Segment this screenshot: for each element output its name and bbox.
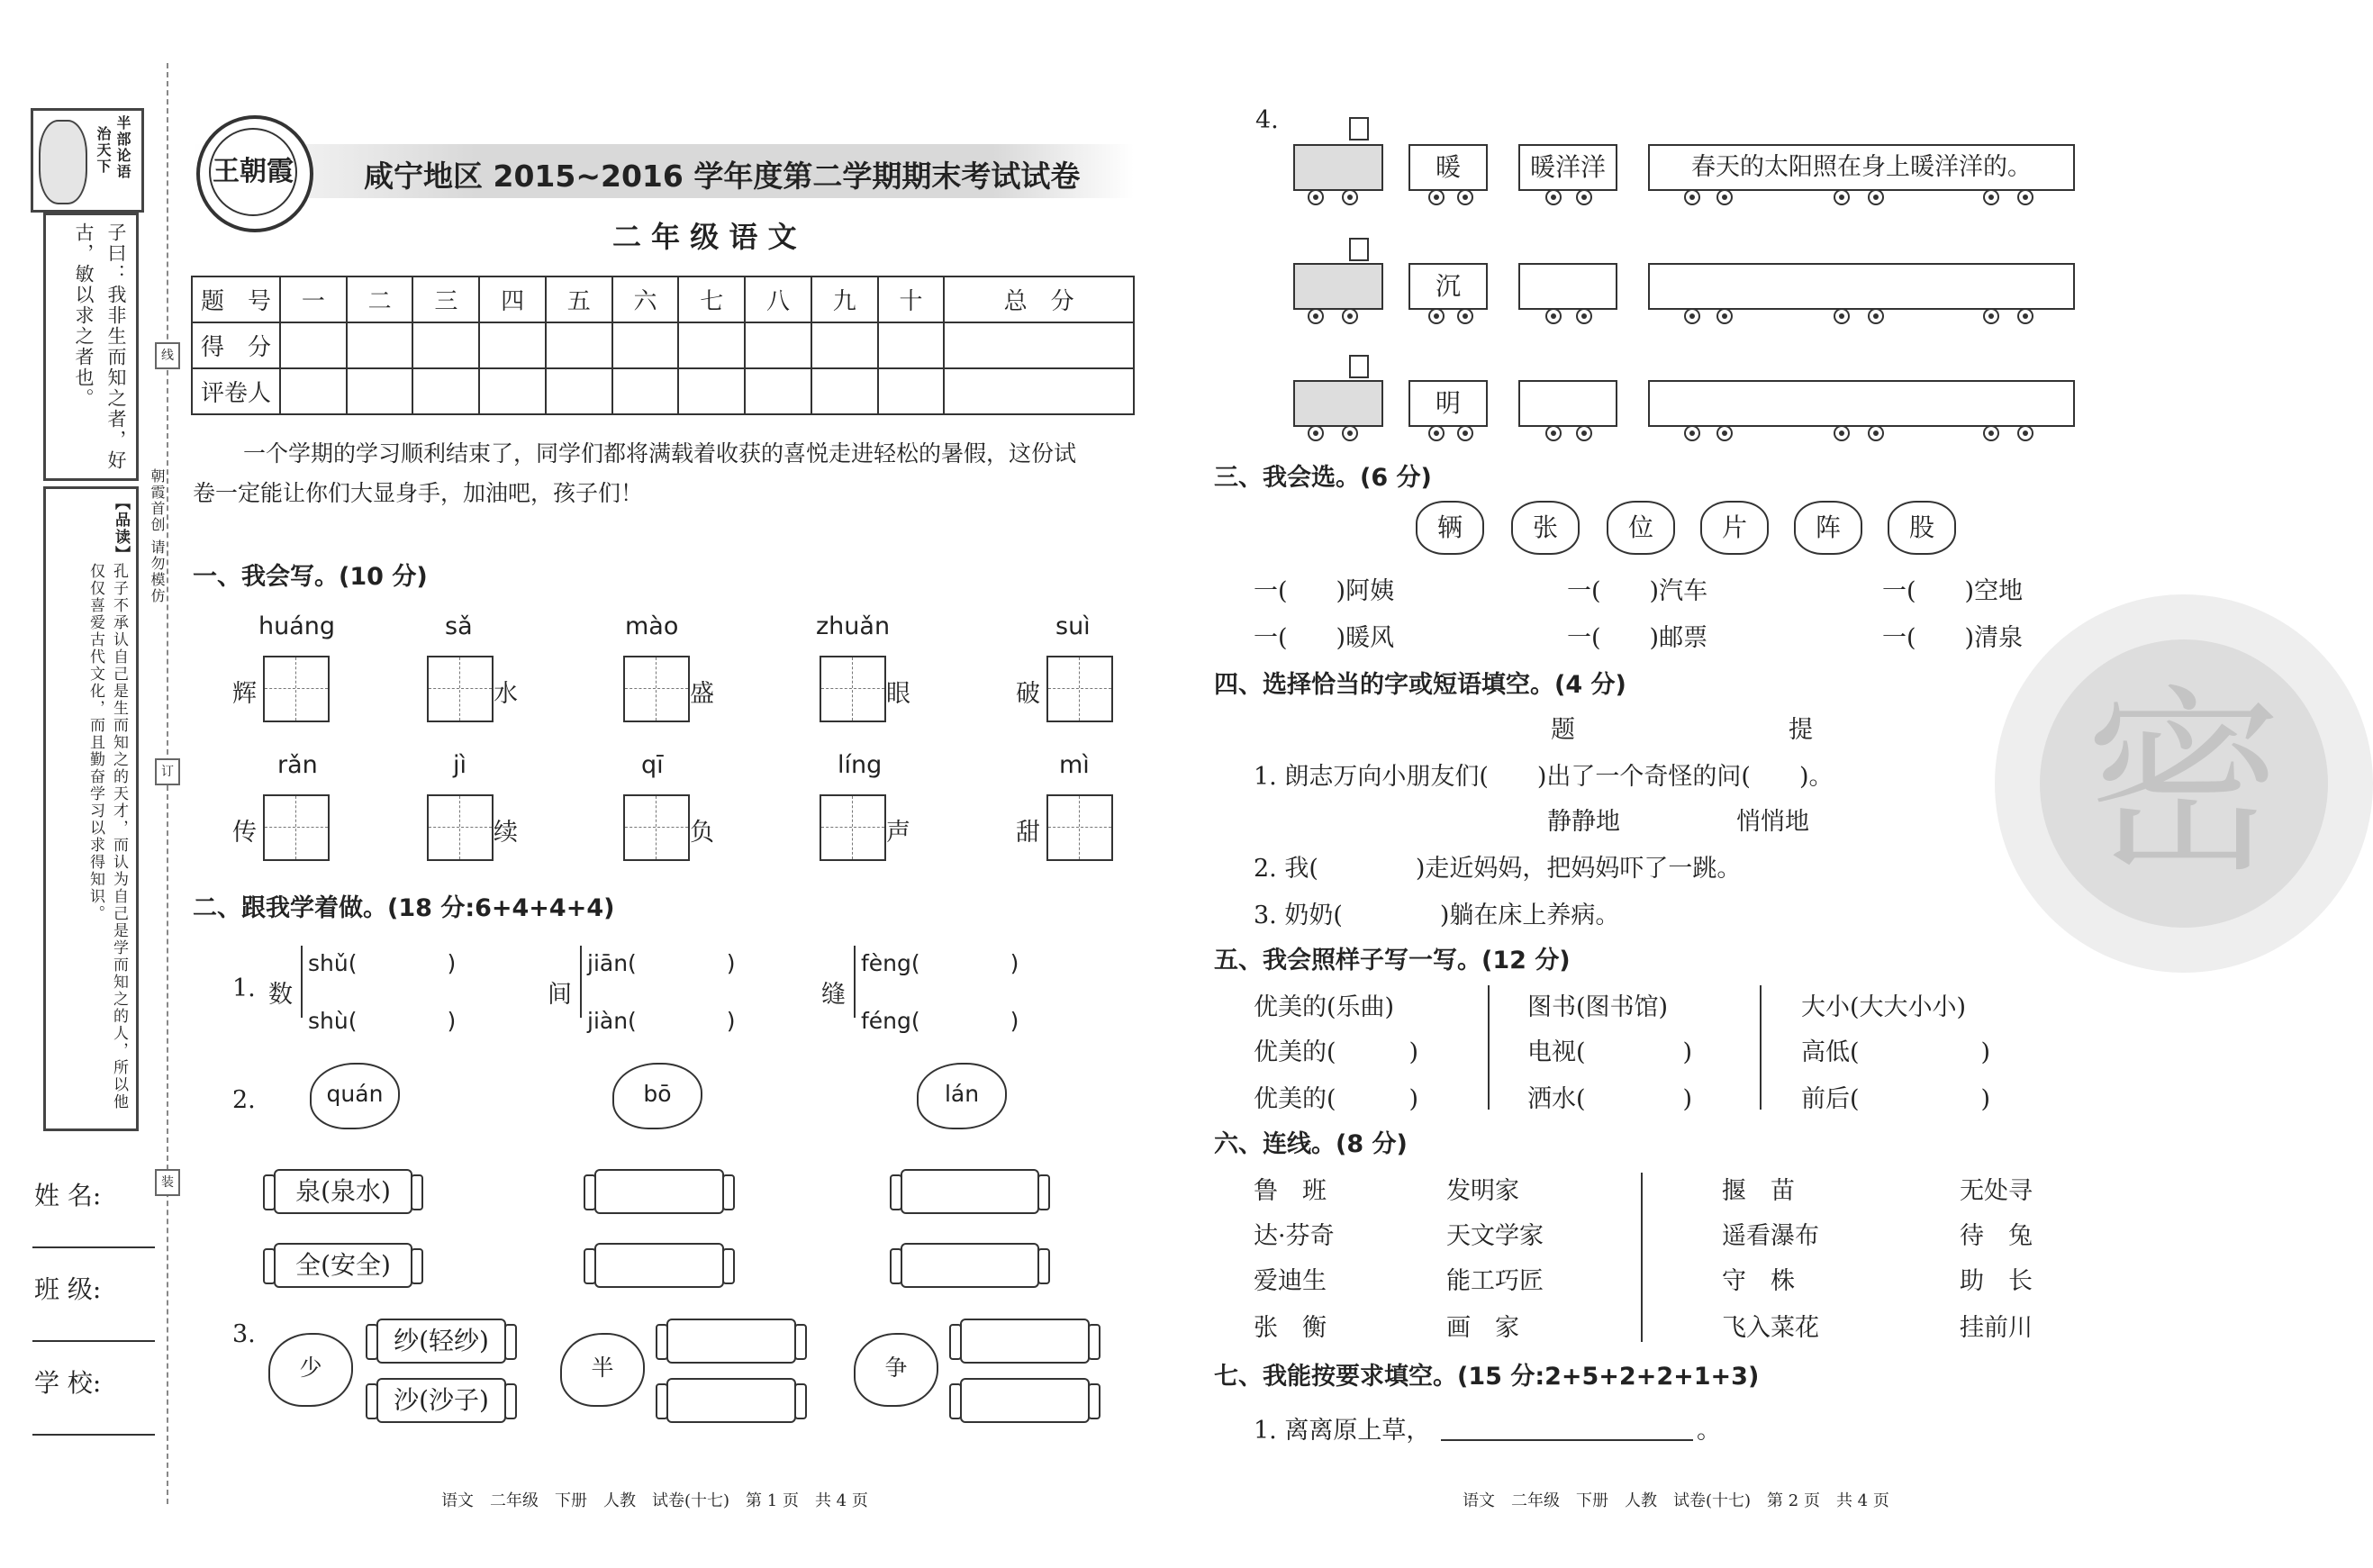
writing-grid[interactable] bbox=[427, 656, 494, 722]
char-right: 水 bbox=[494, 680, 518, 708]
pinyin: zhuǎn bbox=[816, 612, 891, 640]
score-cell[interactable] bbox=[546, 368, 612, 414]
score-cell[interactable] bbox=[612, 368, 679, 414]
sidebar-note-label: 【品读】 bbox=[112, 494, 130, 563]
publisher-logo: 王朝霞 bbox=[196, 115, 313, 232]
cut-mark-2: 订 bbox=[155, 758, 180, 785]
writing-grid[interactable] bbox=[427, 794, 494, 861]
match-item[interactable]: 揠 苗 bbox=[1722, 1177, 1795, 1205]
sidebar-note: 孔子不承认自己是生而知之的天才，而认为自己是学而知之的人，所以他仅仅喜爱古代文化，而且勤奋学习以求得知识。 bbox=[86, 563, 128, 1110]
section-7-title: 七、我能按要求填空。(15 分:2+5+2+2+1+3) bbox=[1214, 1363, 1760, 1391]
answer-scroll[interactable] bbox=[666, 1319, 796, 1364]
intro-line-2: 卷一定能让你们大显身手，加油吧，孩子们！ bbox=[193, 480, 644, 506]
score-row-label: 评卷人 bbox=[192, 368, 280, 414]
train-engine-icon bbox=[1293, 144, 1383, 191]
char-left: 破 bbox=[1016, 680, 1040, 708]
leaf-icon: 少 bbox=[268, 1333, 353, 1407]
answer-scroll[interactable] bbox=[594, 1243, 724, 1288]
pinyin: qī bbox=[641, 751, 664, 779]
pattern-item[interactable]: 优美的( ) bbox=[1254, 1085, 1419, 1113]
section-1-title: 一、我会写。(10 分) bbox=[193, 563, 428, 591]
option-flower: 股 bbox=[1888, 501, 1956, 555]
polyphone-char: 数 bbox=[268, 981, 293, 1009]
score-cell[interactable] bbox=[412, 322, 479, 368]
pattern-item[interactable]: 高低( ) bbox=[1801, 1038, 1991, 1066]
cut-mark-3: 装 bbox=[155, 1169, 180, 1196]
pinyin: jì bbox=[453, 751, 467, 779]
train-chimney bbox=[1349, 117, 1369, 140]
score-header-cell: 题 号 bbox=[192, 276, 280, 322]
writing-grid[interactable] bbox=[263, 656, 330, 722]
poem-line: 1. 离离原上草， bbox=[1254, 1417, 1431, 1445]
char-left: 传 bbox=[232, 819, 257, 847]
mascot-image bbox=[39, 120, 87, 204]
match-item[interactable]: 张 衡 bbox=[1254, 1314, 1327, 1342]
question-number: 1. bbox=[232, 974, 256, 1002]
confidential-stamp: 密 bbox=[1995, 594, 2373, 973]
poem-end: 。 bbox=[1697, 1417, 1721, 1445]
word-scroll: 沙(沙子) bbox=[376, 1378, 506, 1423]
leaf-icon: quán bbox=[310, 1063, 400, 1129]
score-cell[interactable] bbox=[280, 322, 347, 368]
writing-grid[interactable] bbox=[820, 656, 886, 722]
writing-grid[interactable] bbox=[623, 656, 690, 722]
match-item[interactable]: 能工巧匠 bbox=[1446, 1267, 1544, 1295]
score-header-cell: 八 bbox=[745, 276, 811, 322]
match-item[interactable]: 达·芬奇 bbox=[1254, 1222, 1335, 1250]
polyphone-reading[interactable]: fèng( ) bbox=[861, 950, 1019, 976]
leaf-icon: lán bbox=[917, 1063, 1007, 1129]
score-cell[interactable] bbox=[612, 322, 679, 368]
choice-word: 题 bbox=[1551, 716, 1575, 744]
writing-grid[interactable] bbox=[820, 794, 886, 861]
class-label: 班 级: bbox=[34, 1274, 102, 1304]
score-cell[interactable] bbox=[546, 322, 612, 368]
poem-blank[interactable] bbox=[1441, 1439, 1693, 1441]
pattern-item[interactable]: 前后( ) bbox=[1801, 1085, 1991, 1113]
divider bbox=[1488, 985, 1490, 1110]
char-right: 盛 bbox=[690, 680, 714, 708]
school-input[interactable] bbox=[32, 1434, 155, 1436]
score-cell[interactable] bbox=[745, 322, 811, 368]
polyphone-char: 缝 bbox=[821, 981, 846, 1009]
question-number: 2. bbox=[232, 1086, 256, 1114]
polyphone-char: 间 bbox=[548, 981, 572, 1009]
option-flower: 位 bbox=[1607, 501, 1675, 555]
match-item[interactable]: 遥看瀑布 bbox=[1722, 1222, 1819, 1250]
match-item[interactable]: 飞入菜花 bbox=[1722, 1314, 1819, 1342]
score-header-cell: 九 bbox=[811, 276, 878, 322]
footer-right: 语文 二年级 下册 人教 试卷(十七) 第 2 页 共 4 页 bbox=[1463, 1491, 1889, 1510]
divider bbox=[1641, 1173, 1643, 1342]
score-cell[interactable] bbox=[347, 322, 413, 368]
measure-item[interactable]: 一( )空地 bbox=[1882, 577, 2024, 605]
score-cell[interactable] bbox=[412, 368, 479, 414]
match-item[interactable]: 待 兔 bbox=[1960, 1222, 2033, 1250]
score-cell[interactable] bbox=[944, 322, 1134, 368]
word-scroll: 纱(轻纱) bbox=[376, 1319, 506, 1364]
polyphone-reading[interactable]: jiàn( ) bbox=[587, 1008, 736, 1034]
choice-word: 悄悄地 bbox=[1736, 808, 1809, 836]
section-2-title: 二、跟我学着做。(18 分:6+4+4+4) bbox=[193, 894, 615, 922]
score-cell[interactable] bbox=[280, 368, 347, 414]
score-header-cell: 三 bbox=[412, 276, 479, 322]
polyphone-reading[interactable]: féng( ) bbox=[861, 1008, 1019, 1034]
score-cell[interactable] bbox=[479, 368, 546, 414]
option-flower: 片 bbox=[1700, 501, 1769, 555]
answer-scroll[interactable] bbox=[666, 1378, 796, 1423]
score-cell[interactable] bbox=[745, 368, 811, 414]
writing-grid[interactable] bbox=[1046, 656, 1113, 722]
measure-item[interactable]: 一( )邮票 bbox=[1567, 624, 1708, 652]
train-chimney bbox=[1349, 355, 1369, 378]
fill-question[interactable]: 3. 奶奶( )躺在床上养病。 bbox=[1254, 902, 1620, 929]
train-car-word[interactable] bbox=[1518, 263, 1617, 310]
score-header-cell: 一 bbox=[280, 276, 347, 322]
train-car-sentence[interactable] bbox=[1648, 380, 2075, 427]
footer-left: 语文 二年级 下册 人教 试卷(十七) 第 1 页 共 4 页 bbox=[441, 1491, 868, 1510]
leaf-icon: bō bbox=[612, 1063, 702, 1129]
answer-scroll[interactable] bbox=[960, 1378, 1090, 1423]
char-right: 负 bbox=[690, 819, 714, 847]
pinyin: mào bbox=[625, 612, 679, 640]
char-right: 声 bbox=[886, 819, 910, 847]
fill-question[interactable]: 2. 我( )走近妈妈，把妈妈吓了一跳。 bbox=[1254, 855, 1742, 883]
match-item[interactable]: 爱迪生 bbox=[1254, 1267, 1327, 1295]
answer-scroll[interactable] bbox=[594, 1169, 724, 1214]
match-item[interactable]: 鲁 班 bbox=[1254, 1177, 1327, 1205]
score-cell[interactable] bbox=[811, 322, 878, 368]
score-header-cell: 六 bbox=[612, 276, 679, 322]
train-car-sentence[interactable]: 春天的太阳照在身上暖洋洋的。 bbox=[1648, 144, 2075, 191]
pinyin: sǎ bbox=[445, 612, 473, 640]
leaf-icon: 争 bbox=[854, 1333, 938, 1407]
answer-scroll[interactable] bbox=[901, 1169, 1039, 1214]
pinyin: suì bbox=[1055, 612, 1091, 640]
match-item[interactable]: 画 家 bbox=[1446, 1314, 1519, 1342]
polyphone-reading[interactable]: shǔ( ) bbox=[308, 950, 457, 976]
writing-grid[interactable] bbox=[263, 794, 330, 861]
name-label: 姓 名: bbox=[34, 1181, 102, 1210]
sidebar-quote-box bbox=[43, 213, 139, 481]
score-header-cell: 四 bbox=[479, 276, 546, 322]
measure-item[interactable]: 一( )清泉 bbox=[1882, 624, 2024, 652]
score-cell[interactable] bbox=[678, 368, 745, 414]
match-item[interactable]: 发明家 bbox=[1446, 1177, 1519, 1205]
option-flower: 辆 bbox=[1416, 501, 1484, 555]
char-right: 眼 bbox=[886, 680, 910, 708]
polyphone-reading[interactable]: shù( ) bbox=[308, 1008, 457, 1034]
divider bbox=[1760, 985, 1762, 1110]
polyphone-reading[interactable]: jiān( ) bbox=[587, 950, 736, 976]
pinyin: rǎn bbox=[277, 751, 318, 779]
score-header-cell: 五 bbox=[546, 276, 612, 322]
pinyin: huáng bbox=[258, 612, 336, 640]
match-item[interactable]: 助 长 bbox=[1960, 1267, 2033, 1295]
pattern-item[interactable]: 洒水( ) bbox=[1527, 1085, 1693, 1113]
writing-grid[interactable] bbox=[1046, 794, 1113, 861]
answer-scroll[interactable] bbox=[960, 1319, 1090, 1364]
measure-item[interactable]: 一( )暖风 bbox=[1254, 624, 1395, 652]
answer-scroll[interactable] bbox=[901, 1243, 1039, 1288]
score-cell[interactable] bbox=[479, 322, 546, 368]
train-engine-icon bbox=[1293, 263, 1383, 310]
sidebar-quote: 子曰：我非生而知之者，好古，敏以求之者也。 bbox=[73, 222, 127, 471]
choice-word: 提 bbox=[1789, 716, 1813, 744]
score-row-label: 得 分 bbox=[192, 322, 280, 368]
exam-title: 咸宁地区 2015~2016 学年度第二学期期末考试试卷 bbox=[364, 159, 1081, 194]
name-input[interactable] bbox=[32, 1246, 155, 1248]
pattern-item[interactable]: 优美的( ) bbox=[1254, 1038, 1419, 1066]
school-label: 学 校: bbox=[34, 1368, 102, 1398]
intro-line-1: 一个学期的学习顺利结束了，同学们都将满载着收获的喜悦走进轻松的暑假，这份试 bbox=[243, 440, 1077, 467]
vertical-brand: 朝霞首创 请勿模仿 bbox=[149, 468, 166, 605]
train-car-sentence[interactable] bbox=[1648, 263, 2075, 310]
train-chimney bbox=[1349, 238, 1369, 261]
option-flower: 张 bbox=[1511, 501, 1580, 555]
sidebar-motto-a: 半部论语 bbox=[114, 115, 131, 180]
train-car-char: 沉 bbox=[1408, 263, 1488, 310]
section-4-title: 四、选择恰当的字或短语填空。(4 分) bbox=[1214, 671, 1626, 699]
score-header-cell: 十 bbox=[878, 276, 945, 322]
cut-mark-1: 线 bbox=[155, 342, 180, 369]
class-input[interactable] bbox=[32, 1340, 155, 1342]
train-car-word[interactable]: 暖洋洋 bbox=[1518, 144, 1617, 191]
match-item[interactable]: 天文学家 bbox=[1446, 1222, 1544, 1250]
score-cell[interactable] bbox=[878, 322, 945, 368]
sidebar bbox=[31, 108, 144, 1144]
leaf-icon: 半 bbox=[560, 1333, 645, 1407]
question-number: 4. bbox=[1255, 106, 1279, 134]
option-flower: 阵 bbox=[1794, 501, 1862, 555]
char-left: 甜 bbox=[1016, 819, 1040, 847]
pinyin: líng bbox=[838, 751, 883, 779]
pattern-example: 大小(大大小小) bbox=[1801, 993, 1967, 1021]
question-number: 3. bbox=[232, 1320, 256, 1348]
pattern-example: 优美的(乐曲) bbox=[1254, 993, 1395, 1021]
measure-item[interactable]: 一( )阿姨 bbox=[1254, 577, 1395, 605]
score-cell[interactable] bbox=[878, 368, 945, 414]
measure-item[interactable]: 一( )汽车 bbox=[1567, 577, 1708, 605]
choice-word: 静静地 bbox=[1547, 808, 1620, 836]
word-scroll: 泉(泉水) bbox=[274, 1169, 412, 1214]
char-right: 续 bbox=[494, 819, 518, 847]
train-engine-icon bbox=[1293, 380, 1383, 427]
writing-grid[interactable] bbox=[623, 794, 690, 861]
score-header-cell: 七 bbox=[678, 276, 745, 322]
score-cell[interactable] bbox=[811, 368, 878, 414]
pattern-item[interactable]: 电视( ) bbox=[1527, 1038, 1693, 1066]
exam-subject: 二 年 级 语 文 bbox=[612, 220, 797, 254]
match-item[interactable]: 挂前川 bbox=[1960, 1314, 2033, 1342]
score-cell[interactable] bbox=[944, 368, 1134, 414]
section-6-title: 六、连线。(8 分) bbox=[1214, 1130, 1408, 1158]
score-cell[interactable] bbox=[678, 322, 745, 368]
fill-question[interactable]: 1. 朗志万向小朋友们( )出了一个奇怪的问( )。 bbox=[1254, 763, 1834, 791]
pinyin: mì bbox=[1059, 751, 1090, 779]
match-item[interactable]: 守 株 bbox=[1722, 1267, 1795, 1295]
word-scroll: 全(安全) bbox=[274, 1243, 412, 1288]
match-item[interactable]: 无处寻 bbox=[1960, 1177, 2033, 1205]
sidebar-motto-b: 治天下 bbox=[95, 126, 112, 175]
section-5-title: 五、我会照样子写一写。(12 分) bbox=[1214, 947, 1571, 974]
train-car-word[interactable] bbox=[1518, 380, 1617, 427]
char-left: 辉 bbox=[232, 680, 257, 708]
section-3-title: 三、我会选。(6 分) bbox=[1214, 464, 1432, 492]
pattern-example: 图书(图书馆) bbox=[1527, 993, 1669, 1021]
sidebar-note-box bbox=[43, 486, 139, 1131]
score-table bbox=[191, 276, 1135, 415]
score-header-cell: 总 分 bbox=[944, 276, 1134, 322]
score-cell[interactable] bbox=[347, 368, 413, 414]
train-car-char: 明 bbox=[1408, 380, 1488, 427]
score-header-cell: 二 bbox=[347, 276, 413, 322]
train-car-char: 暖 bbox=[1408, 144, 1488, 191]
